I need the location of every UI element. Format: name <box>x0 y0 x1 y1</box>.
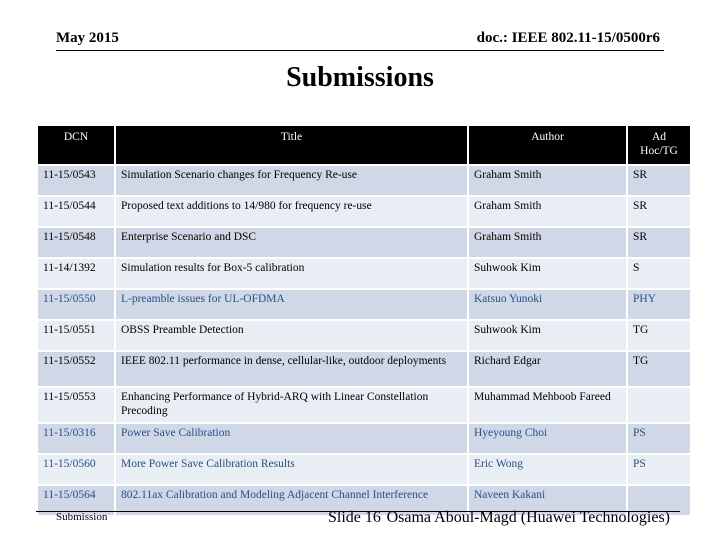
cell-dcn: 11-15/0316 <box>37 423 115 454</box>
table-row <box>37 423 691 454</box>
cell-group: SR <box>627 227 691 258</box>
cell-title: 802.11ax Calibration and Modeling Adjacent Channel Interference <box>115 485 468 516</box>
cell-author: Hyeyoung Choi <box>468 423 627 454</box>
cell-dcn: 11-15/0552 <box>37 351 115 387</box>
table-row <box>37 289 691 320</box>
column-header-title: Title <box>115 125 468 165</box>
cell-author: Richard Edgar <box>468 351 627 387</box>
footer-author: Osama Aboul-Magd (Huawei Technologies) <box>386 509 670 526</box>
table-row <box>37 227 691 258</box>
cell-author: Graham Smith <box>468 196 627 227</box>
cell-author: Graham Smith <box>468 165 627 196</box>
cell-author: Suhwook Kim <box>468 320 627 351</box>
table-row <box>37 454 691 485</box>
cell-group: PHY <box>627 289 691 320</box>
cell-dcn: 11-15/0544 <box>37 196 115 227</box>
cell-dcn: 11-15/0543 <box>37 165 115 196</box>
cell-group: TG <box>627 351 691 387</box>
cell-title: Enhancing Performance of Hybrid-ARQ with Linear Constellation Precoding <box>115 387 468 423</box>
column-header-group: Ad Hoc/TG <box>627 125 691 165</box>
column-header-author: Author <box>468 125 627 165</box>
footer-slide-number: Slide 16 <box>328 509 381 526</box>
table-row <box>37 351 691 387</box>
table-row <box>37 196 691 227</box>
cell-author: Naveen Kakani <box>468 485 627 516</box>
cell-title: Simulation results for Box-5 calibration <box>115 258 468 289</box>
cell-group: SR <box>627 165 691 196</box>
header-rule <box>56 50 664 51</box>
cell-author: Muhammad Mehboob Fareed <box>468 387 627 423</box>
table-row <box>37 320 691 351</box>
table-row <box>37 165 691 196</box>
cell-title: L-preamble issues for UL-OFDMA <box>115 289 468 320</box>
cell-title: Simulation Scenario changes for Frequency Re-use <box>115 165 468 196</box>
cell-dcn: 11-15/0550 <box>37 289 115 320</box>
cell-author: Eric Wong <box>468 454 627 485</box>
cell-title: Power Save Calibration <box>115 423 468 454</box>
cell-author: Graham Smith <box>468 227 627 258</box>
cell-dcn: 11-15/0564 <box>37 485 115 516</box>
cell-title: More Power Save Calibration Results <box>115 454 468 485</box>
cell-group: PS <box>627 454 691 485</box>
cell-title: IEEE 802.11 performance in dense, cellular-like, outdoor deployments <box>115 351 468 387</box>
cell-dcn: 11-15/0560 <box>37 454 115 485</box>
table-header-row <box>37 125 691 165</box>
cell-author: Suhwook Kim <box>468 258 627 289</box>
cell-group: PS <box>627 423 691 454</box>
slide-title: Submissions <box>286 62 434 93</box>
submissions-table <box>36 124 692 517</box>
cell-group: SR <box>627 196 691 227</box>
cell-dcn: 11-15/0548 <box>37 227 115 258</box>
cell-group <box>627 387 691 423</box>
cell-dcn: 11-15/0553 <box>37 387 115 423</box>
cell-group: S <box>627 258 691 289</box>
column-header-dcn: DCN <box>37 125 115 165</box>
cell-group: TG <box>627 320 691 351</box>
cell-dcn: 11-14/1392 <box>37 258 115 289</box>
cell-author: Katsuo Yunoki <box>468 289 627 320</box>
header-date: May 2015 <box>56 30 119 46</box>
footer-submission: Submission <box>56 511 108 523</box>
cell-title: OBSS Preamble Detection <box>115 320 468 351</box>
cell-dcn: 11-15/0551 <box>37 320 115 351</box>
cell-title: Enterprise Scenario and DSC <box>115 227 468 258</box>
cell-title: Proposed text additions to 14/980 for frequency re-use <box>115 196 468 227</box>
header-doc-id: doc.: IEEE 802.11-15/0500r6 <box>476 30 660 46</box>
table-row <box>37 258 691 289</box>
table-row <box>37 387 691 423</box>
